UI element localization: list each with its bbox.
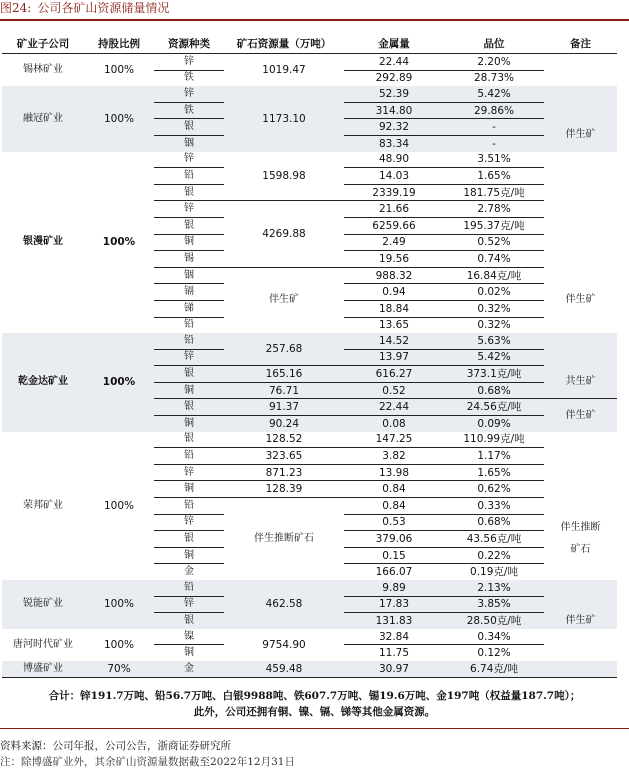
kind-cell: 锌 bbox=[154, 596, 224, 613]
kind-cell: 银 bbox=[154, 217, 224, 234]
header-note: 备注 bbox=[544, 33, 617, 54]
share-cell: 100% bbox=[84, 580, 154, 629]
kind-cell: 铁 bbox=[184, 72, 194, 84]
kind-cell: 银 bbox=[154, 184, 224, 201]
header-metal: 金属量 bbox=[344, 33, 444, 54]
grade-cell: 43.56克/吨 bbox=[444, 531, 544, 548]
kind-cell: 银 bbox=[154, 366, 224, 383]
company-cell: 荣邦矿业 bbox=[23, 499, 63, 511]
grade-cell: 0.32% bbox=[444, 300, 544, 317]
grade-cell: 5.63% bbox=[444, 333, 544, 349]
source-text: 资料来源：公司年报，公司公告，浙商证券研究所 bbox=[0, 740, 231, 752]
kind-cell: 铟 bbox=[154, 267, 224, 284]
metal-cell: 0.53 bbox=[344, 514, 444, 531]
kind-cell: 铜 bbox=[184, 417, 194, 429]
metal-cell: 11.75 bbox=[378, 647, 410, 660]
note-cell bbox=[544, 498, 617, 580]
metal-cell: 14.03 bbox=[344, 168, 444, 185]
note-cell bbox=[544, 333, 617, 366]
kind-cell: 铜 bbox=[154, 547, 224, 564]
kind-cell: 铅 bbox=[154, 448, 224, 465]
grade-cell: 181.75克/吨 bbox=[444, 184, 544, 201]
kind-cell: 铅 bbox=[154, 168, 224, 185]
kind-cell: 金 bbox=[154, 661, 224, 677]
ore-cell: 1019.47 bbox=[262, 64, 306, 77]
kind-cell: 镉 bbox=[154, 284, 224, 301]
note-cell bbox=[544, 629, 617, 661]
note-cell: 伴生矿 bbox=[565, 614, 596, 626]
company-cell: 唐河时代矿业 bbox=[13, 638, 73, 650]
grade-cell: 29.86% bbox=[444, 102, 544, 119]
header-kind: 资源种类 bbox=[154, 33, 224, 54]
figure-caption: 公司各矿山资源储量情况 bbox=[37, 1, 170, 15]
metal-cell: 13.65 bbox=[378, 319, 410, 332]
grade-cell: 2.78% bbox=[444, 201, 544, 218]
kind-cell: 铜 bbox=[154, 481, 224, 498]
company-cell: 融冠矿业 bbox=[2, 86, 84, 151]
grade-cell: - bbox=[492, 137, 496, 150]
metal-cell: 19.56 bbox=[344, 251, 444, 268]
ore-cell: 128.52 bbox=[224, 432, 344, 448]
metal-cell: 6259.66 bbox=[344, 217, 444, 234]
ore-cell: 871.23 bbox=[224, 464, 344, 481]
ore-cell: 91.37 bbox=[224, 399, 344, 416]
kind-cell: 锌 bbox=[154, 152, 224, 168]
metal-cell: 9.89 bbox=[344, 580, 444, 596]
note-cell bbox=[544, 54, 617, 87]
metal-cell: 147.25 bbox=[344, 432, 444, 448]
footnote-text: 注：除博盛矿业外，其余矿山资源量数据截至2022年12月31日 bbox=[0, 756, 295, 768]
grade-cell: - bbox=[444, 119, 544, 136]
share-cell: 100% bbox=[84, 333, 154, 432]
kind-cell: 铅 bbox=[184, 319, 194, 331]
company-cell: 银漫矿业 bbox=[23, 236, 63, 248]
metal-cell: 18.84 bbox=[344, 300, 444, 317]
grade-cell: 28.50克/吨 bbox=[466, 614, 522, 627]
grade-cell: 0.19克/吨 bbox=[470, 566, 518, 579]
share-cell: 100% bbox=[103, 638, 135, 651]
share-cell: 100% bbox=[102, 236, 136, 249]
metal-cell: 92.32 bbox=[344, 119, 444, 136]
share-cell: 100% bbox=[103, 64, 135, 77]
ore-cell: 459.48 bbox=[224, 661, 344, 677]
ore-cell: 323.65 bbox=[224, 448, 344, 465]
metal-cell: 292.89 bbox=[375, 72, 413, 85]
share-cell: 100% bbox=[103, 499, 135, 512]
share-cell: 70% bbox=[84, 661, 154, 677]
metal-cell: 22.44 bbox=[344, 399, 444, 416]
kind-cell: 铁 bbox=[154, 102, 224, 119]
grade-cell: 5.42% bbox=[444, 86, 544, 102]
kind-cell: 铅 bbox=[154, 498, 224, 515]
kind-cell: 铅 bbox=[154, 333, 224, 349]
grade-cell: 110.99克/吨 bbox=[444, 432, 544, 448]
metal-cell: 48.90 bbox=[344, 152, 444, 168]
metal-cell: 2.49 bbox=[344, 234, 444, 251]
company-cell: 锐能矿业 bbox=[2, 580, 84, 629]
metal-cell: 13.97 bbox=[344, 349, 444, 366]
kind-cell: 银 bbox=[154, 119, 224, 136]
header-share: 持股比例 bbox=[84, 33, 154, 54]
grade-cell: 373.1克/吨 bbox=[444, 366, 544, 383]
header-company: 矿业子公司 bbox=[2, 33, 84, 54]
ore-cell: 1598.98 bbox=[224, 152, 344, 201]
grade-cell: 0.02% bbox=[444, 284, 544, 301]
metal-cell: 83.34 bbox=[378, 137, 410, 150]
note-cell bbox=[544, 86, 617, 119]
resource-table bbox=[2, 33, 617, 678]
grade-cell: 5.42% bbox=[444, 349, 544, 366]
ore-cell: 76.71 bbox=[224, 382, 344, 399]
grade-cell: 0.52% bbox=[444, 234, 544, 251]
note-cell: 伴生矿 bbox=[544, 119, 617, 152]
metal-cell: 22.44 bbox=[344, 54, 444, 71]
metal-cell: 0.08 bbox=[382, 417, 406, 430]
company-cell: 博盛矿业 bbox=[2, 661, 84, 677]
note-cell: 伴生矿 bbox=[544, 399, 617, 432]
note-cell bbox=[544, 152, 617, 268]
metal-cell: 131.83 bbox=[375, 614, 413, 627]
note-cell: 伴生矿 bbox=[565, 294, 596, 306]
grade-cell: 2.13% bbox=[444, 580, 544, 596]
kind-cell: 铜 bbox=[184, 647, 194, 659]
grade-cell: 1.17% bbox=[444, 448, 544, 465]
figure-title bbox=[0, 0, 629, 18]
ore-cell: 165.16 bbox=[224, 366, 344, 383]
metal-cell: 166.07 bbox=[375, 566, 413, 579]
metal-cell: 52.39 bbox=[344, 86, 444, 102]
header-ore: 矿石资源量（万吨） bbox=[224, 33, 344, 54]
note-cell bbox=[544, 432, 617, 498]
metal-cell: 30.97 bbox=[344, 661, 444, 677]
metal-cell: 0.94 bbox=[344, 284, 444, 301]
grade-cell: 28.73% bbox=[473, 72, 515, 85]
kind-cell: 锌 bbox=[154, 201, 224, 218]
company-cell: 乾金达矿业 bbox=[2, 333, 84, 432]
kind-cell: 银 bbox=[154, 432, 224, 448]
metal-cell: 0.84 bbox=[344, 481, 444, 498]
kind-cell: 锌 bbox=[154, 514, 224, 531]
note-line-2: 矿石 bbox=[570, 543, 591, 555]
ore-cell: 伴生推断矿石 bbox=[254, 533, 314, 545]
kind-cell: 锡 bbox=[154, 251, 224, 268]
kind-cell: 铜 bbox=[154, 234, 224, 251]
kind-cell: 铅 bbox=[154, 580, 224, 596]
grade-cell: 16.84克/吨 bbox=[444, 267, 544, 284]
note-line-1: 伴生推断 bbox=[560, 521, 601, 533]
metal-cell: 13.98 bbox=[344, 464, 444, 481]
metal-cell: 2339.19 bbox=[344, 184, 444, 201]
grade-cell: 0.62% bbox=[444, 481, 544, 498]
metal-cell: 32.84 bbox=[344, 629, 444, 645]
metal-cell: 0.15 bbox=[344, 547, 444, 564]
kind-cell: 锌 bbox=[154, 54, 224, 71]
header-row bbox=[2, 33, 617, 54]
note-cell bbox=[544, 661, 617, 677]
kind-cell: 银 bbox=[154, 531, 224, 548]
kind-cell: 锌 bbox=[154, 464, 224, 481]
kind-cell: 金 bbox=[184, 566, 194, 578]
metal-cell: 21.66 bbox=[344, 201, 444, 218]
grade-cell: 3.85% bbox=[444, 596, 544, 613]
summary-line-1: 合计：锌191.7万吨、铅56.7万吨、白银9988吨、铁607.7万吨、锡19.6万吨、金197吨（权益量187.7吨）； bbox=[48, 690, 581, 702]
kind-cell: 锌 bbox=[154, 349, 224, 366]
kind-cell: 镍 bbox=[154, 629, 224, 645]
ore-cell: 128.39 bbox=[224, 481, 344, 498]
metal-cell: 314.80 bbox=[344, 102, 444, 119]
ore-cell: 伴生矿 bbox=[269, 294, 299, 306]
ore-cell: 90.24 bbox=[268, 417, 300, 430]
kind-cell: 铟 bbox=[184, 137, 194, 149]
grade-cell: 1.65% bbox=[444, 168, 544, 185]
grade-cell: 2.20% bbox=[444, 54, 544, 71]
kind-cell: 铜 bbox=[154, 382, 224, 399]
grade-cell: 3.51% bbox=[444, 152, 544, 168]
ore-cell: 4269.88 bbox=[224, 201, 344, 267]
ore-cell: 257.68 bbox=[224, 333, 344, 366]
grade-cell: 0.68% bbox=[444, 514, 544, 531]
share-cell: 100% bbox=[84, 86, 154, 151]
grade-cell: 1.65% bbox=[444, 464, 544, 481]
title-divider bbox=[0, 19, 629, 21]
grade-cell: 0.09% bbox=[477, 417, 511, 430]
metal-cell: 14.52 bbox=[344, 333, 444, 349]
metal-cell: 379.06 bbox=[344, 531, 444, 548]
grade-cell: 0.33% bbox=[444, 498, 544, 515]
figure-number: 图24: bbox=[0, 1, 32, 15]
footer-divider bbox=[0, 728, 629, 729]
metal-cell: 17.83 bbox=[344, 596, 444, 613]
grade-cell: 0.74% bbox=[444, 251, 544, 268]
grade-cell: 0.34% bbox=[444, 629, 544, 645]
kind-cell: 锌 bbox=[154, 86, 224, 102]
kind-cell: 锑 bbox=[154, 300, 224, 317]
note-cell bbox=[544, 580, 617, 613]
metal-cell: 616.27 bbox=[344, 366, 444, 383]
metal-cell: 0.84 bbox=[344, 498, 444, 515]
note-cell: 共生矿 bbox=[544, 366, 617, 399]
grade-cell: 0.32% bbox=[477, 319, 511, 332]
ore-cell: 462.58 bbox=[224, 580, 344, 629]
grade-cell: 0.68% bbox=[444, 382, 544, 399]
ore-cell: 9754.90 bbox=[262, 638, 306, 651]
metal-cell: 3.82 bbox=[344, 448, 444, 465]
metal-cell: 988.32 bbox=[344, 267, 444, 284]
grade-cell: 195.37克/吨 bbox=[444, 217, 544, 234]
grade-cell: 0.22% bbox=[444, 547, 544, 564]
kind-cell: 银 bbox=[184, 614, 194, 626]
header-grade: 品位 bbox=[444, 33, 544, 54]
ore-cell: 1173.10 bbox=[224, 86, 344, 151]
summary-note bbox=[0, 688, 629, 720]
grade-cell: 6.74克/吨 bbox=[444, 661, 544, 677]
grade-cell: 24.56克/吨 bbox=[444, 399, 544, 416]
metal-cell: 0.52 bbox=[344, 382, 444, 399]
grade-cell: 0.12% bbox=[477, 647, 511, 660]
kind-cell: 银 bbox=[154, 399, 224, 416]
company-cell: 锡林矿业 bbox=[23, 64, 63, 76]
summary-line-2: 此外，公司还拥有铜、镍、镉、锑等其他金属资源。 bbox=[193, 706, 436, 718]
